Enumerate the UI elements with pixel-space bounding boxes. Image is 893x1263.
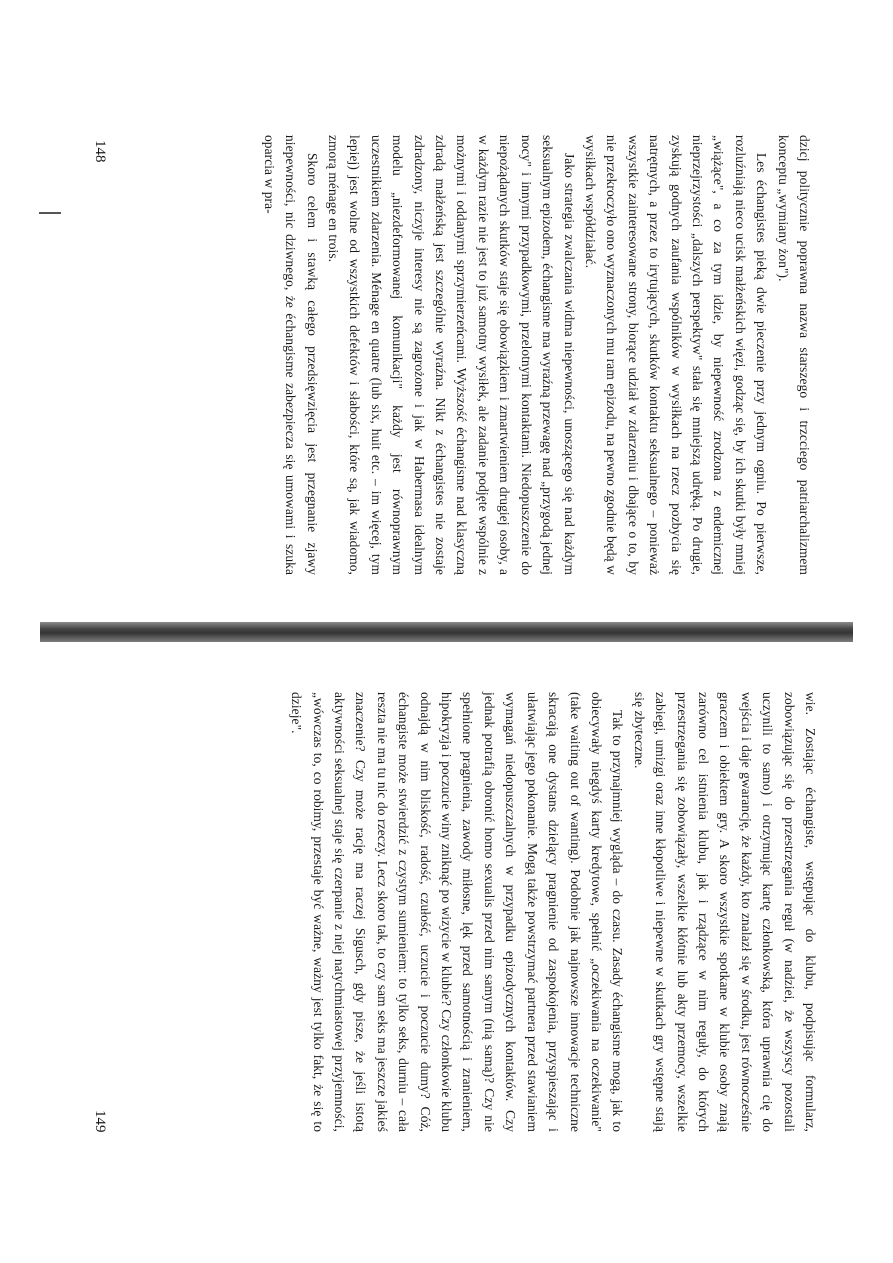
- paragraph: Les échangistes pieką dwie pieczenie przy jednym ogniu. Po pierwsze, rozluźniają nieco ucisk małżeńskich więzi, godząc się, by ich skutki były mniej „wiążące", a co za tym idzie, by niepewność zrodzona z endemicznej nieprzejrzystości „dalszych perspektyw" stała się mniejszą udręką. Po drugie, zyskują godnych zaufania wspólników w wysiłkach na rzecz pozbycia się natrętnych, a przez to irytujących, skutków kontaktu seksualnego – ponieważ wszystkie zainteresowane strony, biorące udział w zdarzeniu i dbające o to, by nie przekroczyło ono wyznaczonych mu ram epizodu, na pewno zgodnie będą w wysiłkach współdziałać.: [582, 135, 770, 575]
- left-page: [40, 0, 853, 631]
- paragraph: Tak to przynajmniej wygląda – do czasu. Zasady échangisme mogą, jak to obiecywały niegdyś karty kredytowe, spełnić „oczekiwania na oczekiwanie" (take waiting out of wanting). Podobnie jak najnowsze innowacje techniczne skracają one dystans dzielący pragnienie od zaspokojenia, przyspieszając i ułatwiając jego pokonanie. Mogą także powstrzymać partnera przed stawianiem wymagań niedopuszczalnych w przypadku epizodycznych kontaktów. Czy jednak potrafią obronić homo sexualis przed nim samym (nią samą)? Czy nie spełnione pragnienia, zawody miłosne, lęk przed samotnością i zranieniem, hipokryzja i poczucie winy zniknąć po wizycie w klubie? Czy członkowie klubu odnajdą w nim bliskość, radość, czułość, uczucie i poczucie dumy? Cóż, échangiste może stwierdzić z czystym sumieniem: to tylko seks, durniu – cała reszta nie ma tu nic do rzeczy. Lecz skoro tak, to czy sam seks ma jeszcze jakieś znaczenie? Czy może rację ma raczej Sigusch, gdy pisze, że jeśli istotą aktywności seksualnej staje się czerpanie z niej natychmiastowej przyjemności, „wówczas to, co robimy, przestaje być ważne, ważny jest tylko fakt, że się to dzieje".: [289, 692, 626, 1132]
- margin-mark: [39, 212, 61, 214]
- right-page-text: [286, 692, 821, 1132]
- right-page-number: 149: [92, 1110, 108, 1133]
- paragraph: dzicj politycznie poprawna nazwa starszego i trzcciego patriarchalizmem konceptu „wymiany żon").: [775, 135, 812, 575]
- right-page: [40, 632, 853, 1263]
- book-spread: [40, 0, 853, 1263]
- left-page-number: 148: [92, 140, 108, 163]
- paragraph: Skoro celem i stawką całego przedsięwzięcia jest przegnanie zjawy niepewności, nic dziwnego, że échangisme zabezpiecza się umowami i szuka oparcia w pra-: [261, 135, 320, 575]
- left-page-text: [258, 135, 815, 575]
- paragraph: wie. Zostając échangiste, wstępując do klubu, podpisując formularz, zobowiązując się do przestrzegania reguł (w nadziei, że wszyscy pozostali uczynili to samo) i otrzymując kartę członkowską, która uprawnia cię do wejścia i daje gwarancję, że każdy, kto znalazł się w środku, jest równocześnie graczem i obiektem gry. A skoro wszystkie spotkane w klubie osoby znają zarówno cel istnienia klubu, jak i rządzące w nim reguły, do których przestrzegania się zobowiązały, wszelkie kłótnie lub akty przemocy, wszelkie zabiegi, umizgi oraz inne kłopotliwe i niepewne w skutkach gry wstępne stają się zbyteczne.: [631, 692, 818, 1132]
- paragraph: Jako strategia zwalczania widma niepewności, unoszącego się nad każdym seksualnym epizodem, échangisme ma wyraźną przewagę nad „przygodą jednej nocy" i innymi przypadkowymi, przelotnymi kontaktami. Niedopuszczenie do niepożądanych skutków staje się obowiązkiem i zmartwieniem drugiej osoby, a w każdym razie nie jest to już samotny wysiłek, ale zadanie podjęte wspólnie z możnymi i oddanymi sprzymierzeńcami. Wyższość échangisme nad klasyczną zdradą małżeńską jest szczególnie wyraźna. Nikt z échangistes nie zostaje zdradzony, niczyje interesy nie są zagrożone i jak w Habermasa idealnym modelu „niezdeformowanej komunikacji" każdy jest równoprawnym uczestnikiem zdarzenia. Ménage en quatre (lub six, huit etc. – im więcej, tym lepiej) jest wolne od wszystkich defektów i słabości, które są, jak wiadomo, zmorą ménage en trois.: [326, 135, 577, 575]
